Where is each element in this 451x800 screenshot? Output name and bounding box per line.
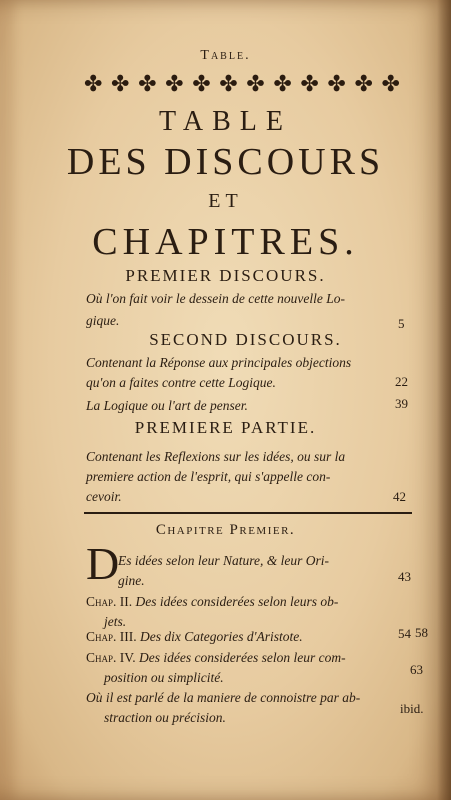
premier-discours-heading: PREMIER DISCOURS. (125, 266, 326, 285)
chap3-page: 58 (415, 625, 428, 640)
ornament-icon: ✤ (300, 71, 319, 96)
ornament-icon: ✤ (354, 71, 373, 96)
chap-abstraction-page: ibid. (400, 701, 424, 716)
second-discours-heading: SECOND DISCOURS. (149, 330, 342, 349)
ornament-icon: ✤ (192, 71, 211, 96)
chap4-entry-line-1 (86, 648, 410, 668)
chapitre-premier-heading: Chapitre Premier. (155, 522, 296, 538)
second-discours-entry-line-2: qu'on a faites contre cette Logique. (86, 375, 276, 390)
ornament-icon: ✤ (111, 71, 130, 96)
premier-discours-page: 5 (398, 316, 405, 331)
second-discours-page-1: 22 (395, 374, 408, 389)
running-head: Table. (200, 48, 251, 63)
chap3-label: Chap. III. (86, 629, 137, 644)
ornament-icon: ✤ (138, 71, 157, 96)
title-line-2: DES DISCOURS (66, 141, 385, 183)
chap2-page: 54 (398, 626, 411, 641)
ornament-icon: ✤ (381, 71, 400, 96)
chapitre-premier-line-1: Es idées selon leur Nature, & leur Ori- (118, 553, 329, 568)
title-line-1: TABLE (159, 106, 292, 137)
premiere-partie-heading: PREMIERE PARTIE. (134, 418, 317, 437)
premiere-partie-entry-line-1: Contenant les Reflexions sur les idées, ou sur la (86, 449, 346, 464)
ornament-icon: ✤ (219, 71, 238, 96)
premiere-partie-entry-line-3: cevoir. (86, 489, 122, 504)
chap2-label: Chap. II. (86, 594, 133, 609)
second-discours-entry-line-1: Contenant la Réponse aux principales objections (86, 355, 352, 370)
title-line-4: CHAPITRES. (92, 221, 359, 263)
premiere-partie-page: 42 (393, 489, 406, 504)
chap4-entry-line-2: position ou simplicité. (104, 670, 224, 685)
ornament-icon: ✤ (327, 71, 346, 96)
chap3-entry (86, 627, 410, 647)
chap2-title: Des idées considerées selon leurs ob- (135, 594, 339, 609)
chap2-entry-line-2: jets. (104, 614, 127, 629)
ornament-icon: ✤ (84, 71, 103, 96)
chap-abstraction-line-1: Où il est parlé de la maniere de connoistre par ab- (86, 690, 361, 705)
premier-discours-entry-line-2: gique. (86, 313, 120, 328)
section-rule (84, 512, 412, 514)
ornament-icon: ✤ (165, 71, 184, 96)
chap4-label: Chap. IV. (86, 650, 136, 665)
title-line-3: ET (208, 190, 243, 212)
chapitre-premier-line-2: gine. (118, 573, 145, 588)
ornament-icon: ✤ (246, 71, 265, 96)
drop-cap: D (86, 538, 120, 589)
ornament-band (84, 68, 400, 100)
chap4-page: 63 (410, 662, 423, 677)
chap2-entry-line-1 (86, 592, 410, 612)
chap4-title: Des idées considerées selon leur com- (139, 650, 346, 665)
ornament-icon: ✤ (273, 71, 292, 96)
chapitre-premier-page: 43 (398, 569, 411, 584)
premier-discours-entry-line-1: Où l'on fait voir le dessein de cette nouvelle Lo- (86, 291, 345, 306)
chap3-title: Des dix Categories d'Aristote. (140, 629, 303, 644)
chap-abstraction-line-2: straction ou précision. (104, 710, 226, 725)
second-discours-page-2: 39 (395, 396, 408, 411)
second-discours-entry-2: La Logique ou l'art de penser. (86, 398, 248, 413)
premiere-partie-entry-line-2: premiere action de l'esprit, qui s'appelle con- (86, 469, 331, 484)
